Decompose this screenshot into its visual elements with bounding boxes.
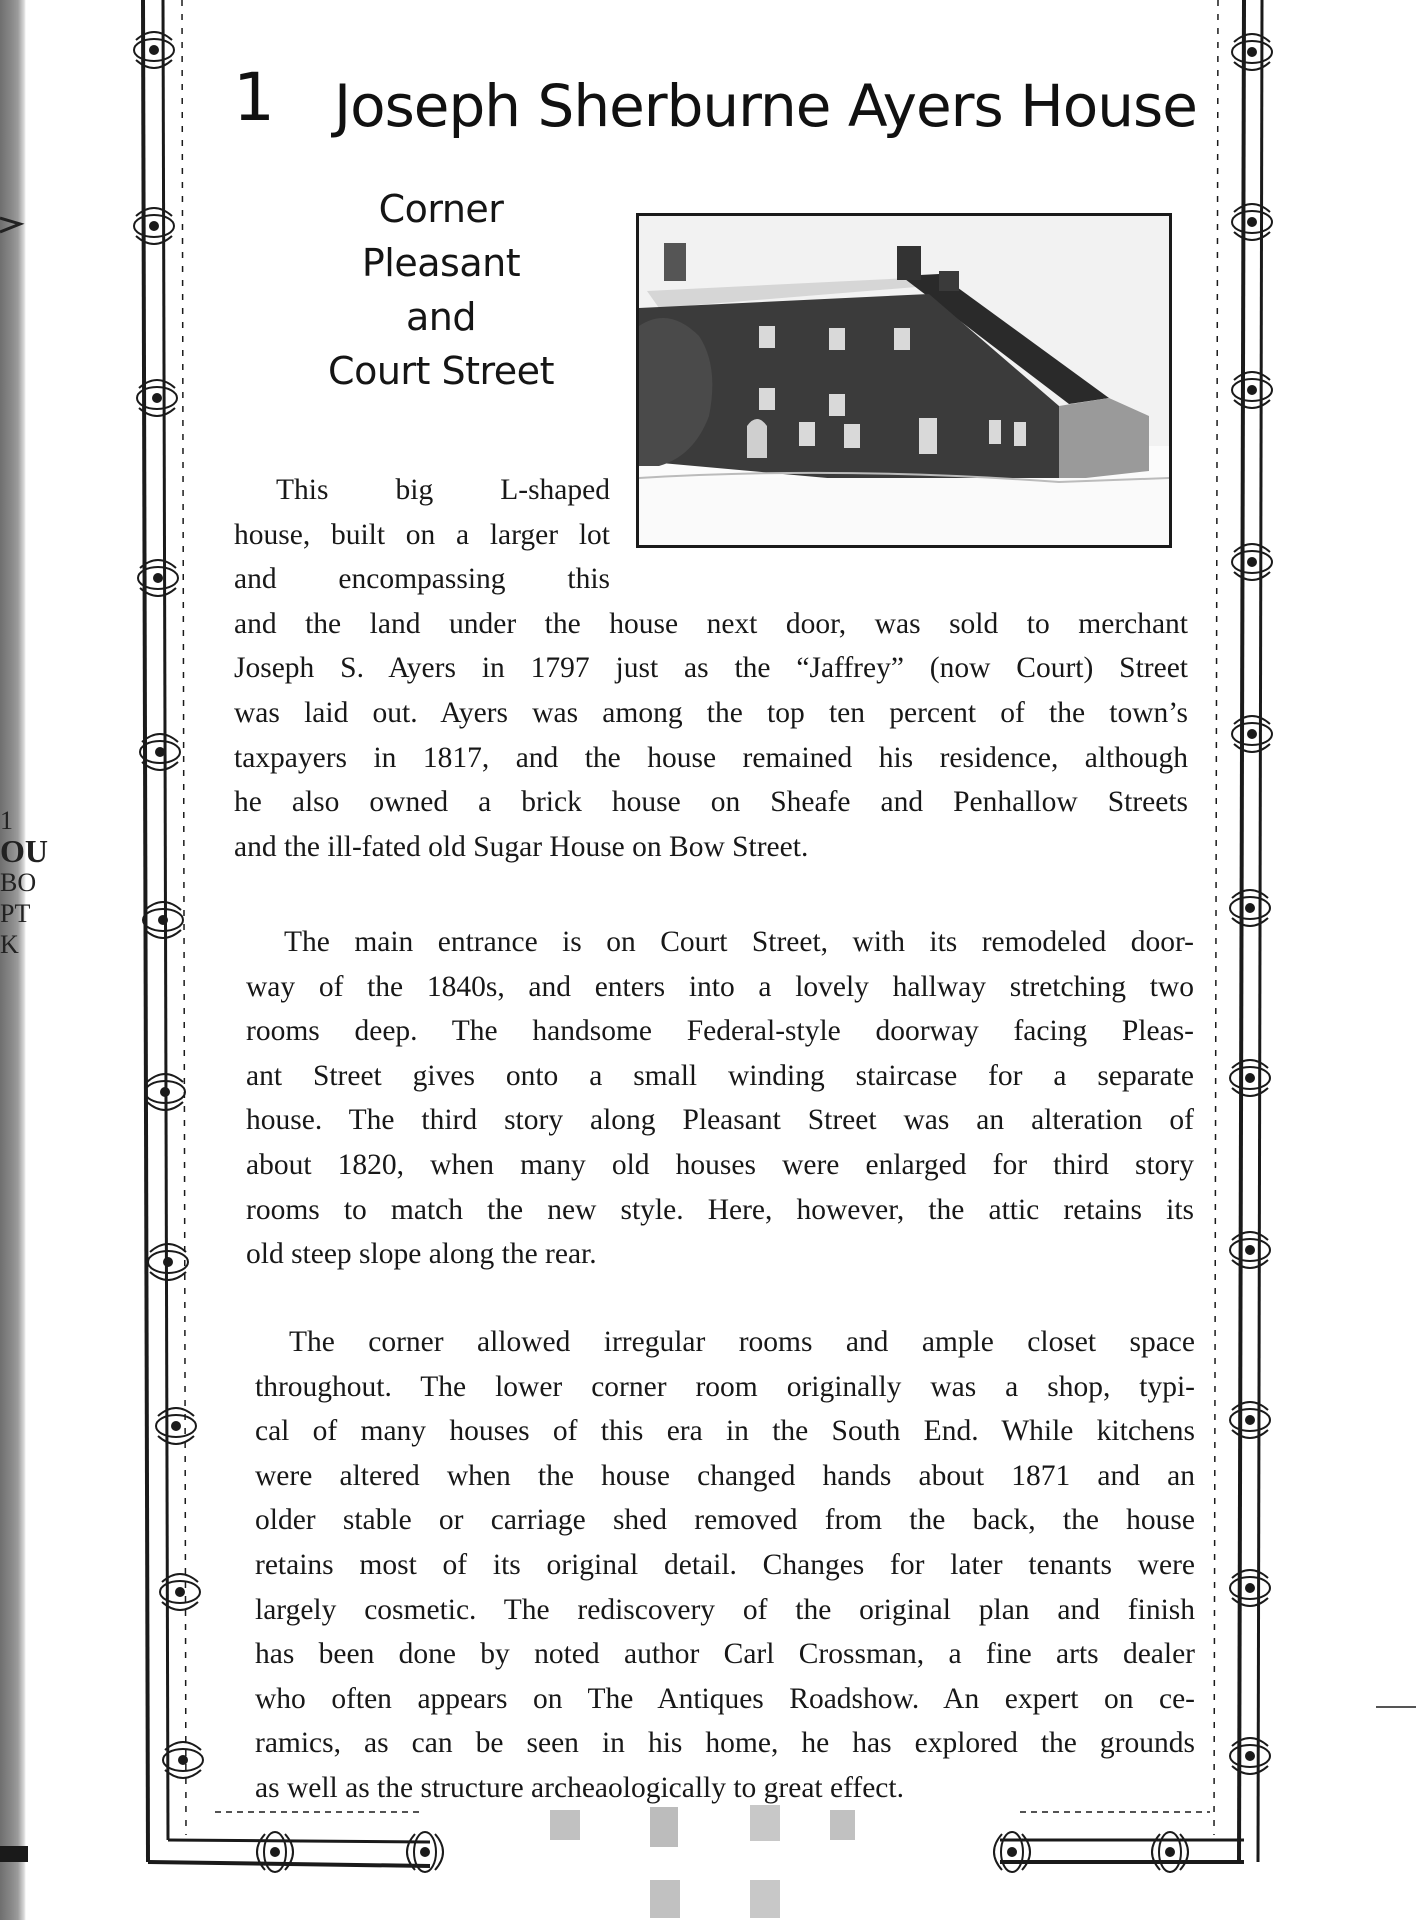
text-line: who often appears on The Antiques Roadshow. An expert on ce-: [255, 1682, 1195, 1715]
text-line: house, built on a larger lot: [234, 518, 610, 551]
text-line: as well as the structure archeaologically to great effect.: [255, 1771, 904, 1804]
text-line: and encompassing this: [234, 563, 610, 596]
location-line: Court Street: [328, 349, 554, 393]
location-address: [300, 182, 582, 398]
text-line: rooms deep. The handsome Federal-style doorway facing Pleas-: [246, 1015, 1194, 1048]
text-line: largely cosmetic. The rediscovery of the original plan and finish: [255, 1593, 1195, 1626]
text-line: retains most of its original detail. Changes for later tenants were: [255, 1548, 1195, 1581]
text-line: has been done by noted author Carl Crossman, a fine arts dealer: [255, 1638, 1195, 1671]
paragraph-history: [234, 468, 1188, 869]
text-line: were altered when the house changed hands about 1871 and an: [255, 1459, 1195, 1492]
text-line: he also owned a brick house on Sheafe and Penhallow Streets: [234, 786, 1188, 819]
location-line: Corner: [378, 187, 504, 231]
entry-number: 1: [233, 59, 275, 136]
text-line: old steep slope along the rear.: [246, 1238, 597, 1271]
location-line: Pleasant: [361, 241, 521, 285]
text-line: was laid out. Ayers was among the top ten percent of the town’s: [234, 696, 1188, 729]
text-line: Joseph S. Ayers in 1797 just as the “Jaffrey” (now Court) Street: [234, 652, 1188, 685]
paragraph-entrance: [246, 920, 1194, 1277]
text-line: This big L-shaped: [276, 474, 610, 506]
text-line: older stable or carriage shed removed from the back, the house: [255, 1504, 1195, 1537]
text-line: taxpayers in 1817, and the house remained his residence, although: [234, 741, 1188, 774]
text-line: house. The third story along Pleasant Street was an alteration of: [246, 1104, 1194, 1137]
fragment-line: OU: [0, 833, 48, 869]
text-line: The main entrance is on Court Street, with its remodeled door-: [284, 926, 1194, 958]
text-line: and the ill-fated old Sugar House on Bow Street.: [234, 830, 809, 863]
text-line: rooms to match the new style. Here, however, the attic retains its: [246, 1193, 1194, 1226]
fragment-line: PT: [0, 899, 31, 928]
text-line: about 1820, when many old houses were enlarged for third story: [246, 1148, 1194, 1181]
text-line: ant Street gives onto a small winding staircase for a separate: [246, 1059, 1194, 1092]
page-title: Joseph Sherburne Ayers House: [334, 72, 1197, 140]
text-line: way of the 1840s, and enters into a lovely hallway stretching two: [246, 970, 1194, 1003]
fragment-line: K: [0, 930, 19, 959]
paragraph-interior: [255, 1320, 1195, 1811]
fragment-line: 1: [0, 806, 13, 835]
scan-noise-icon: [530, 1805, 930, 1920]
location-line: and: [406, 295, 476, 339]
fragment-line: BO: [0, 868, 37, 897]
text-line: cal of many houses of this era in the South End. While kitchens: [255, 1415, 1195, 1448]
text-line: The corner allowed irregular rooms and ample closet space: [289, 1326, 1195, 1358]
text-line: and the land under the house next door, was sold to merchant: [234, 607, 1188, 640]
text-line: ramics, as can be seen in his home, he has explored the grounds: [255, 1727, 1195, 1760]
text-line: throughout. The lower corner room originally was a shop, typi-: [255, 1370, 1195, 1403]
